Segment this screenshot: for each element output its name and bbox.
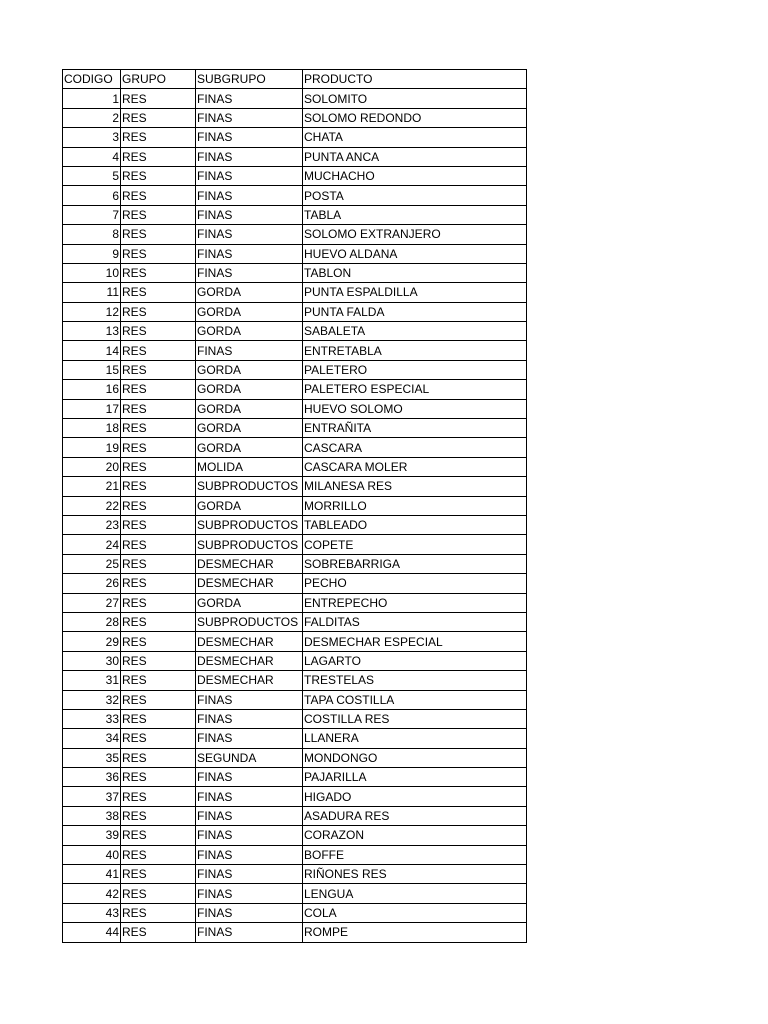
table-row — [63, 826, 527, 845]
cell-subgrupo: FINAS — [196, 263, 303, 282]
table-row — [63, 593, 527, 612]
cell-producto: LENGUA — [303, 884, 527, 903]
cell-subgrupo: SEGUNDA — [196, 748, 303, 767]
cell-producto: TRESTELAS — [303, 671, 527, 690]
cell-codigo: 37 — [63, 787, 121, 806]
cell-subgrupo: FINAS — [196, 787, 303, 806]
cell-grupo: RES — [121, 690, 196, 709]
cell-grupo: RES — [121, 709, 196, 728]
cell-subgrupo: GORDA — [196, 496, 303, 515]
cell-grupo: RES — [121, 923, 196, 942]
cell-grupo: RES — [121, 205, 196, 224]
cell-codigo: 14 — [63, 341, 121, 360]
cell-codigo: 9 — [63, 244, 121, 263]
cell-producto: PECHO — [303, 574, 527, 593]
table-row — [63, 806, 527, 825]
table-row — [63, 612, 527, 631]
table-row — [63, 186, 527, 205]
table-row — [63, 768, 527, 787]
cell-producto: PUNTA FALDA — [303, 302, 527, 321]
table-row — [63, 515, 527, 534]
cell-grupo: RES — [121, 632, 196, 651]
cell-codigo: 11 — [63, 283, 121, 302]
cell-producto: MUCHACHO — [303, 166, 527, 185]
cell-producto: TAPA COSTILLA — [303, 690, 527, 709]
cell-codigo: 43 — [63, 903, 121, 922]
cell-codigo: 3 — [63, 128, 121, 147]
table-row — [63, 554, 527, 573]
cell-codigo: 19 — [63, 438, 121, 457]
cell-grupo: RES — [121, 554, 196, 573]
cell-grupo: RES — [121, 380, 196, 399]
cell-subgrupo: GORDA — [196, 399, 303, 418]
table-row — [63, 419, 527, 438]
cell-subgrupo: DESMECHAR — [196, 671, 303, 690]
table-row — [63, 884, 527, 903]
cell-subgrupo: FINAS — [196, 923, 303, 942]
cell-producto: HUEVO SOLOMO — [303, 399, 527, 418]
cell-subgrupo: SUBPRODUCTOS — [196, 515, 303, 534]
table-row — [63, 399, 527, 418]
cell-grupo: RES — [121, 515, 196, 534]
table-row — [63, 496, 527, 515]
cell-codigo: 1 — [63, 89, 121, 108]
cell-codigo: 4 — [63, 147, 121, 166]
cell-grupo: RES — [121, 89, 196, 108]
cell-codigo: 10 — [63, 263, 121, 282]
cell-codigo: 25 — [63, 554, 121, 573]
cell-subgrupo: FINAS — [196, 244, 303, 263]
cell-grupo: RES — [121, 283, 196, 302]
cell-subgrupo: GORDA — [196, 380, 303, 399]
table-row — [63, 787, 527, 806]
cell-subgrupo: FINAS — [196, 166, 303, 185]
cell-producto: MILANESA RES — [303, 477, 527, 496]
table-row — [63, 651, 527, 670]
table-row — [63, 263, 527, 282]
cell-codigo: 22 — [63, 496, 121, 515]
cell-subgrupo: FINAS — [196, 341, 303, 360]
cell-subgrupo: SUBPRODUCTOS — [196, 477, 303, 496]
cell-producto: PALETERO ESPECIAL — [303, 380, 527, 399]
cell-grupo: RES — [121, 322, 196, 341]
cell-producto: SOLOMO REDONDO — [303, 108, 527, 127]
cell-producto: MORRILLO — [303, 496, 527, 515]
cell-subgrupo: GORDA — [196, 283, 303, 302]
cell-codigo: 31 — [63, 671, 121, 690]
table-row — [63, 244, 527, 263]
cell-subgrupo: GORDA — [196, 438, 303, 457]
cell-grupo: RES — [121, 302, 196, 321]
cell-codigo: 20 — [63, 457, 121, 476]
cell-producto: ROMPE — [303, 923, 527, 942]
table-row — [63, 535, 527, 554]
cell-producto: CHATA — [303, 128, 527, 147]
header-producto: PRODUCTO — [303, 70, 527, 89]
cell-grupo: RES — [121, 748, 196, 767]
cell-codigo: 26 — [63, 574, 121, 593]
table-row — [63, 748, 527, 767]
cell-producto: SOLOMO EXTRANJERO — [303, 225, 527, 244]
cell-producto: ENTRETABLA — [303, 341, 527, 360]
cell-codigo: 8 — [63, 225, 121, 244]
cell-grupo: RES — [121, 826, 196, 845]
table-row — [63, 89, 527, 108]
cell-subgrupo: FINAS — [196, 128, 303, 147]
cell-grupo: RES — [121, 186, 196, 205]
cell-grupo: RES — [121, 496, 196, 515]
cell-grupo: RES — [121, 845, 196, 864]
cell-subgrupo: GORDA — [196, 302, 303, 321]
cell-producto: LAGARTO — [303, 651, 527, 670]
cell-codigo: 35 — [63, 748, 121, 767]
cell-producto: TABLA — [303, 205, 527, 224]
table-row — [63, 341, 527, 360]
cell-codigo: 38 — [63, 806, 121, 825]
cell-codigo: 40 — [63, 845, 121, 864]
cell-subgrupo: FINAS — [196, 729, 303, 748]
table-row — [63, 147, 527, 166]
cell-producto: MONDONGO — [303, 748, 527, 767]
cell-codigo: 24 — [63, 535, 121, 554]
table-row — [63, 380, 527, 399]
table-row — [63, 903, 527, 922]
cell-grupo: RES — [121, 574, 196, 593]
cell-producto: COSTILLA RES — [303, 709, 527, 728]
cell-grupo: RES — [121, 903, 196, 922]
cell-grupo: RES — [121, 884, 196, 903]
cell-producto: PUNTA ANCA — [303, 147, 527, 166]
cell-grupo: RES — [121, 787, 196, 806]
cell-producto: RIÑONES RES — [303, 865, 527, 884]
cell-subgrupo: FINAS — [196, 903, 303, 922]
cell-codigo: 44 — [63, 923, 121, 942]
cell-grupo: RES — [121, 419, 196, 438]
cell-grupo: RES — [121, 865, 196, 884]
cell-codigo: 17 — [63, 399, 121, 418]
table-row — [63, 108, 527, 127]
cell-grupo: RES — [121, 768, 196, 787]
cell-producto: BOFFE — [303, 845, 527, 864]
cell-grupo: RES — [121, 438, 196, 457]
cell-producto: LLANERA — [303, 729, 527, 748]
cell-subgrupo: FINAS — [196, 865, 303, 884]
cell-producto: HUEVO ALDANA — [303, 244, 527, 263]
table-row — [63, 865, 527, 884]
cell-producto: ASADURA RES — [303, 806, 527, 825]
table-row — [63, 923, 527, 942]
cell-subgrupo: GORDA — [196, 593, 303, 612]
cell-producto: POSTA — [303, 186, 527, 205]
cell-producto: ENTREPECHO — [303, 593, 527, 612]
cell-producto: COPETE — [303, 535, 527, 554]
table-row — [63, 845, 527, 864]
cell-subgrupo: FINAS — [196, 108, 303, 127]
cell-codigo: 39 — [63, 826, 121, 845]
table-row — [63, 574, 527, 593]
cell-producto: CASCARA — [303, 438, 527, 457]
cell-subgrupo: FINAS — [196, 709, 303, 728]
cell-grupo: RES — [121, 128, 196, 147]
cell-codigo: 7 — [63, 205, 121, 224]
table-row — [63, 709, 527, 728]
table-row — [63, 283, 527, 302]
cell-subgrupo: FINAS — [196, 225, 303, 244]
cell-grupo: RES — [121, 651, 196, 670]
table-row — [63, 671, 527, 690]
cell-codigo: 23 — [63, 515, 121, 534]
cell-codigo: 18 — [63, 419, 121, 438]
cell-subgrupo: GORDA — [196, 419, 303, 438]
cell-codigo: 34 — [63, 729, 121, 748]
cell-subgrupo: FINAS — [196, 884, 303, 903]
cell-grupo: RES — [121, 360, 196, 379]
cell-producto: SOBREBARRIGA — [303, 554, 527, 573]
cell-codigo: 32 — [63, 690, 121, 709]
table-row — [63, 205, 527, 224]
cell-producto: CASCARA MOLER — [303, 457, 527, 476]
cell-subgrupo: FINAS — [196, 806, 303, 825]
cell-codigo: 12 — [63, 302, 121, 321]
cell-producto: ENTRAÑITA — [303, 419, 527, 438]
cell-subgrupo: MOLIDA — [196, 457, 303, 476]
cell-subgrupo: DESMECHAR — [196, 632, 303, 651]
cell-producto: PAJARILLA — [303, 768, 527, 787]
cell-grupo: RES — [121, 108, 196, 127]
cell-subgrupo: SUBPRODUCTOS — [196, 612, 303, 631]
cell-producto: HIGADO — [303, 787, 527, 806]
header-grupo: GRUPO — [121, 70, 196, 89]
cell-grupo: RES — [121, 671, 196, 690]
cell-producto: SABALETA — [303, 322, 527, 341]
cell-grupo: RES — [121, 399, 196, 418]
cell-codigo: 13 — [63, 322, 121, 341]
cell-codigo: 5 — [63, 166, 121, 185]
table-row — [63, 690, 527, 709]
table-row — [63, 729, 527, 748]
header-codigo: CODIGO — [63, 70, 121, 89]
cell-producto: SOLOMITO — [303, 89, 527, 108]
cell-grupo: RES — [121, 806, 196, 825]
cell-codigo: 15 — [63, 360, 121, 379]
cell-subgrupo: FINAS — [196, 186, 303, 205]
table-row — [63, 477, 527, 496]
cell-producto: TABLEADO — [303, 515, 527, 534]
cell-subgrupo: DESMECHAR — [196, 554, 303, 573]
table-row — [63, 322, 527, 341]
cell-producto: PUNTA ESPALDILLA — [303, 283, 527, 302]
cell-subgrupo: DESMECHAR — [196, 574, 303, 593]
cell-subgrupo: SUBPRODUCTOS — [196, 535, 303, 554]
cell-grupo: RES — [121, 147, 196, 166]
table-row — [63, 457, 527, 476]
cell-codigo: 42 — [63, 884, 121, 903]
cell-grupo: RES — [121, 263, 196, 282]
cell-codigo: 16 — [63, 380, 121, 399]
cell-grupo: RES — [121, 457, 196, 476]
product-table — [62, 69, 527, 943]
cell-producto: PALETERO — [303, 360, 527, 379]
cell-subgrupo: FINAS — [196, 205, 303, 224]
cell-grupo: RES — [121, 593, 196, 612]
cell-codigo: 33 — [63, 709, 121, 728]
cell-producto: CORAZON — [303, 826, 527, 845]
cell-subgrupo: FINAS — [196, 147, 303, 166]
cell-grupo: RES — [121, 166, 196, 185]
header-subgrupo: SUBGRUPO — [196, 70, 303, 89]
cell-subgrupo: FINAS — [196, 826, 303, 845]
cell-grupo: RES — [121, 535, 196, 554]
cell-producto: DESMECHAR ESPECIAL — [303, 632, 527, 651]
cell-grupo: RES — [121, 341, 196, 360]
table-row — [63, 438, 527, 457]
cell-codigo: 41 — [63, 865, 121, 884]
cell-grupo: RES — [121, 477, 196, 496]
table-row — [63, 225, 527, 244]
cell-grupo: RES — [121, 244, 196, 263]
table-body — [63, 89, 527, 942]
cell-producto: COLA — [303, 903, 527, 922]
cell-codigo: 6 — [63, 186, 121, 205]
cell-codigo: 29 — [63, 632, 121, 651]
cell-codigo: 27 — [63, 593, 121, 612]
table-row — [63, 360, 527, 379]
cell-subgrupo: FINAS — [196, 768, 303, 787]
cell-codigo: 30 — [63, 651, 121, 670]
cell-subgrupo: GORDA — [196, 322, 303, 341]
header-row — [63, 70, 527, 89]
table-row — [63, 632, 527, 651]
table-row — [63, 166, 527, 185]
cell-producto: TABLON — [303, 263, 527, 282]
cell-codigo: 28 — [63, 612, 121, 631]
table-row — [63, 128, 527, 147]
cell-grupo: RES — [121, 612, 196, 631]
cell-grupo: RES — [121, 729, 196, 748]
cell-codigo: 2 — [63, 108, 121, 127]
cell-codigo: 21 — [63, 477, 121, 496]
table-row — [63, 302, 527, 321]
cell-subgrupo: FINAS — [196, 690, 303, 709]
cell-subgrupo: FINAS — [196, 845, 303, 864]
cell-subgrupo: GORDA — [196, 360, 303, 379]
cell-subgrupo: FINAS — [196, 89, 303, 108]
cell-subgrupo: DESMECHAR — [196, 651, 303, 670]
cell-codigo: 36 — [63, 768, 121, 787]
cell-producto: FALDITAS — [303, 612, 527, 631]
cell-grupo: RES — [121, 225, 196, 244]
